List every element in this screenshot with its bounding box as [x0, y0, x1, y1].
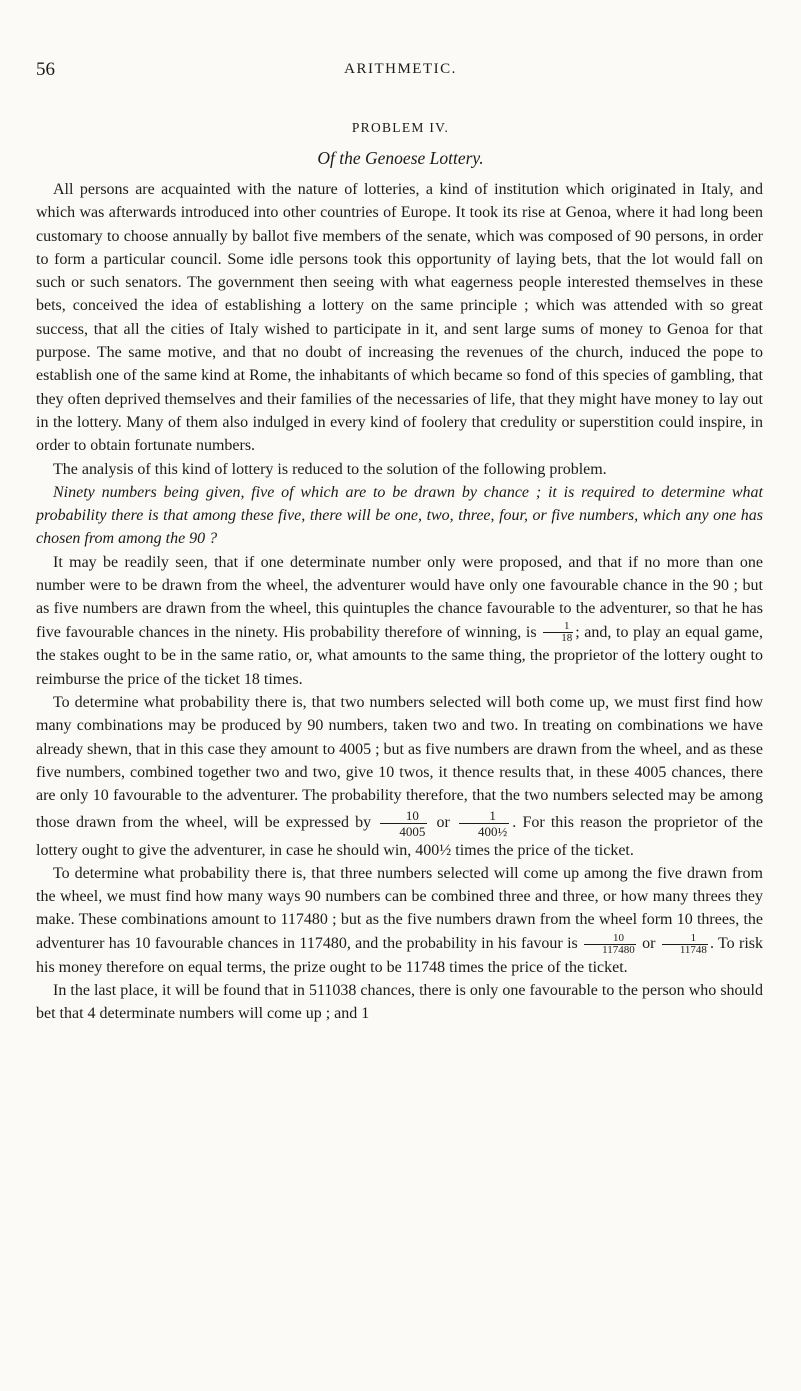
- paragraph-problem-statement: Ninety numbers being given, five of which are to be drawn by chance ; it is required to determine what probability there is that among these five, there will be one, two, three, four, or five numbers, which any one has chosen from among the 90 ?: [36, 483, 763, 548]
- fraction-1-over-400-half: $\frac{1}{\text{400½}}$: [459, 808, 509, 839]
- section-subtitle: Of the Genoese Lottery.: [317, 148, 484, 168]
- problem-label: PROBLEM IV.: [351, 120, 450, 135]
- fraction-one-eighteenth: $\frac{1}{18}$: [543, 621, 573, 644]
- paragraph-three-numbers: To determine what probability there is, that three numbers selected will come up among the five drawn from the wheel, we must find how many ways 90 numbers can be combined three and three, or how many threes they make. These combinations amount to 117480 ; but as the five numbers drawn from the wheel form 10 threes, the adventurer has 10 favourable chances in 117480, and the probability in his favour is $\frac{10}{117480}$ or $\frac{1}{11748}$ . To risk his money therefore on equal terms, the prize ought to be 11748 times the price of the ticket.: [36, 864, 764, 976]
- paragraph-analysis: The analysis of this kind of lottery is reduced to the solution of the following problem.: [53, 460, 607, 478]
- body-text: [36, 178, 763, 1025]
- fraction-1-over-11748: $\frac{1}{11748}$: [662, 933, 708, 956]
- fraction-10-over-117480: $\frac{10}{117480}$: [584, 933, 636, 956]
- fraction-10-over-4005: $\frac{10}{4005}$: [380, 808, 427, 839]
- paragraph-two-numbers: To determine what probability there is, that two numbers selected will both come up, we must first find how many combinations may be produced by 90 numbers, taken two and two. In treating on combinations we have already shewn, that in this case they amount to 4005 ; but as five numbers are drawn from the wheel, and as these five numbers, combined together two and two, give 10 twos, it thence results that, in these 4005 chances, there are only 10 favourable to the adventurer. The probability therefore, that the two numbers selected may be among those drawn from the wheel, will be expressed by $\frac{10}{4005}$ or $\frac{1}{\text{400½}}$ . For this reason the proprietor of the lottery ought to give the adventurer, in case he should win, 400½ times the price of the ticket.: [36, 694, 764, 859]
- page-number: 56: [36, 59, 55, 80]
- paragraph-single-number: It may be readily seen, that if one determinate number only were proposed, and that if no more than one number were to be drawn from the wheel, the adventurer would have only one favourable chance in the 90 ; but as five numbers are drawn from the wheel, this quintuples the chance favourable to the adventurer, so that he has five favourable chances in the ninety. His probability therefore of winning, is $\frac{1}{18}$ ; and, to play an equal game, the stakes ought to be in the same ratio, or, what amounts to the same thing, the proprietor of the lottery ought to reimburse the price of the ticket 18 times.: [36, 553, 764, 688]
- paragraph-four-numbers: In the last place, it will be found that in 511038 chances, there is only one favourable to the person who should bet that 4 determinate numbers will come up ; and 1: [36, 981, 763, 1023]
- running-title: ARITHMETIC.: [344, 61, 457, 77]
- paragraph-history: All persons are acquainted with the nature of lotteries, a kind of institution which originated in Italy, and which was afterwards introduced into other countries of Europe. It took its rise at Genoa, where it had long been customary to choose annually by ballot five members of the senate, which was composed of 90 persons, in order to form a particular council. Some idle persons took this opportunity of laying bets, that the lot would fall on such or such senators. The government then seeing with what eagerness people interested themselves in these bets, conceived the idea of establishing a lottery on the same principle ; which was attended with so great success, that all the cities of Italy wished to participate in it, and sent large sums of money to Genoa for that purpose. The same motive, and that no doubt of increasing the revenues of the church, induced the pope to establish one of the same kind at Rome, the inhabitants of which became so fond of this species of gambling, that they often deprived themselves and their families of the necessaries of life, that they might have money to lay out in the lottery. Many of them also indulged in every kind of foolery that credulity or superstition could inspire, in order to obtain fortunate numbers.: [36, 181, 763, 455]
